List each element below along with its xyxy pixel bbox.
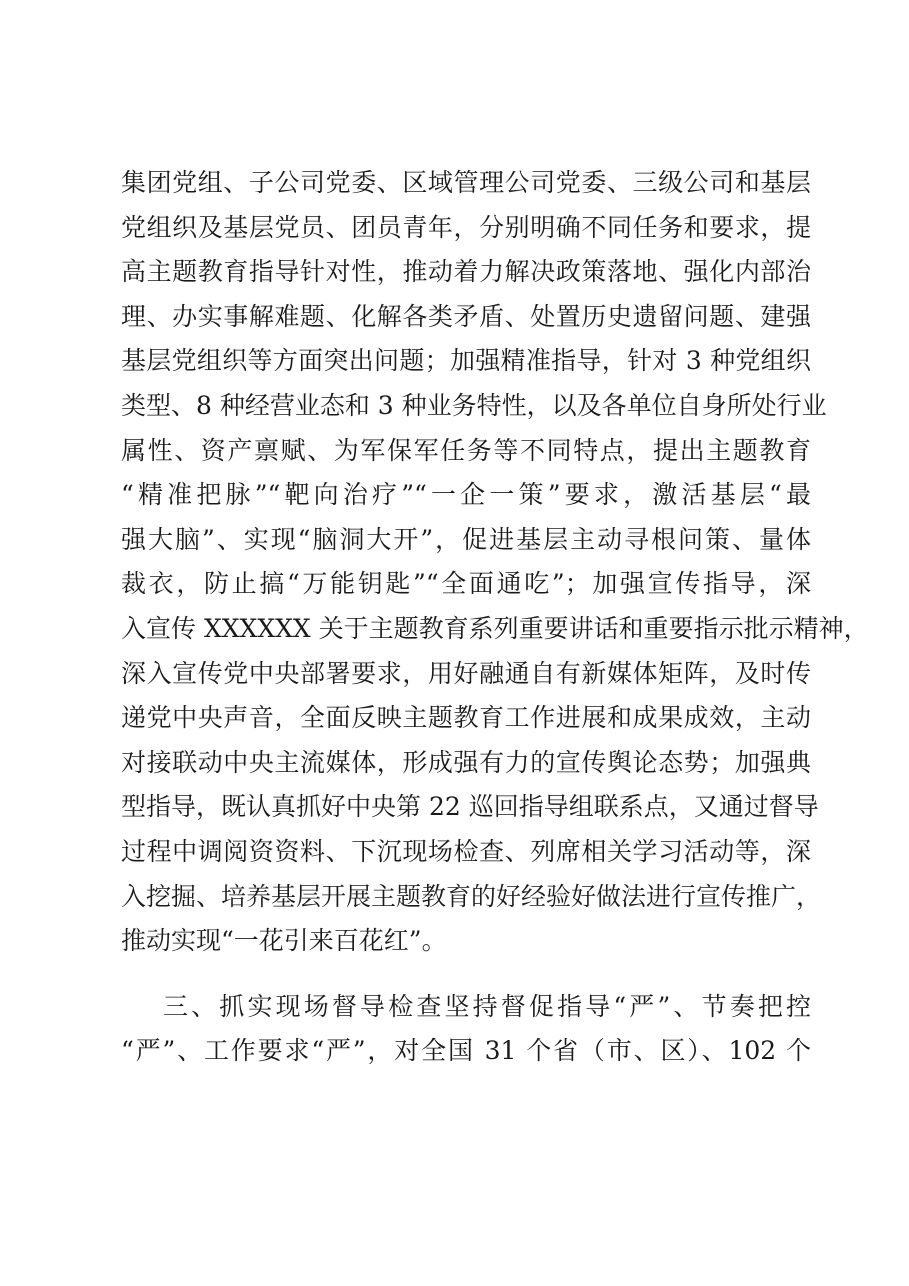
text-line: 属性、资产禀赋、为军保军任务等不同特点，提出主题教育 [121,435,811,465]
text-line: 集团党组、子公司党委、区域管理公司党委、三级公司和基层 [121,168,811,197]
text-line: 党组织及基层党员、团员青年，分别明确不同任务和要求，提 [121,212,811,242]
document-body [121,161,869,1074]
text-line: 推动实现“一花引来百花红”。 [121,926,447,956]
text-line: 对接联动中央主流媒体，形成强有力的宣传舆论态势；加强典 [121,747,811,777]
text-line: 深入宣传党中央部署要求，用好融通自有新媒体矩阵，及时传 [121,658,811,688]
text-line: 裁衣，防止搞“万能钥匙”“全面通吃”；加强宣传指导，深 [121,569,811,599]
text-line: 入宣传 XXXXXX 关于主题教育系列重要讲话和重要指示批示精神， [121,613,869,643]
text-line: 强大脑”、实现“脑洞大开”，促进基层主动寻根问策、量体 [121,524,811,554]
text-line: 过程中调阅资资料、下沉现场检查、列席相关学习活动等，深 [121,836,811,866]
text-line: 型指导，既认真抓好中央第 22 巡回指导组联系点，又通过督导 [121,792,819,822]
text-line: 理、办实事解难题、化解各类矛盾、处置历史遗留问题、建强 [121,301,811,331]
text-line: 基层党组织等方面突出问题；加强精准指导，针对 3 种党组织 [121,346,811,376]
text-line: 高主题教育指导针对性，推动着力解决政策落地、强化内部治 [121,257,811,287]
text-line: 入挖掘、培养基层开展主题教育的好经验好做法进行宣传推广， [121,881,822,911]
paragraph-spacer [121,964,811,985]
text-line: “严”、工作要求“严”，对全国 31 个省（市、区）、102 个 [121,1036,811,1066]
text-line: 递党中央声音，全面反映主题教育工作进展和成果成效，主动 [121,703,811,733]
text-line: 类型、8 种经营业态和 3 种业务特性，以及各单位自身所处行业 [121,390,827,420]
text-line: “精准把脉”“靶向治疗”“一企一策”要求，激活基层“最 [121,480,811,510]
paragraph-1 [121,161,869,964]
paragraph-2 [121,985,811,1074]
section-heading-line: 三、抓实现场督导检查坚持督促指导“严”、节奏把控 [163,991,811,1021]
